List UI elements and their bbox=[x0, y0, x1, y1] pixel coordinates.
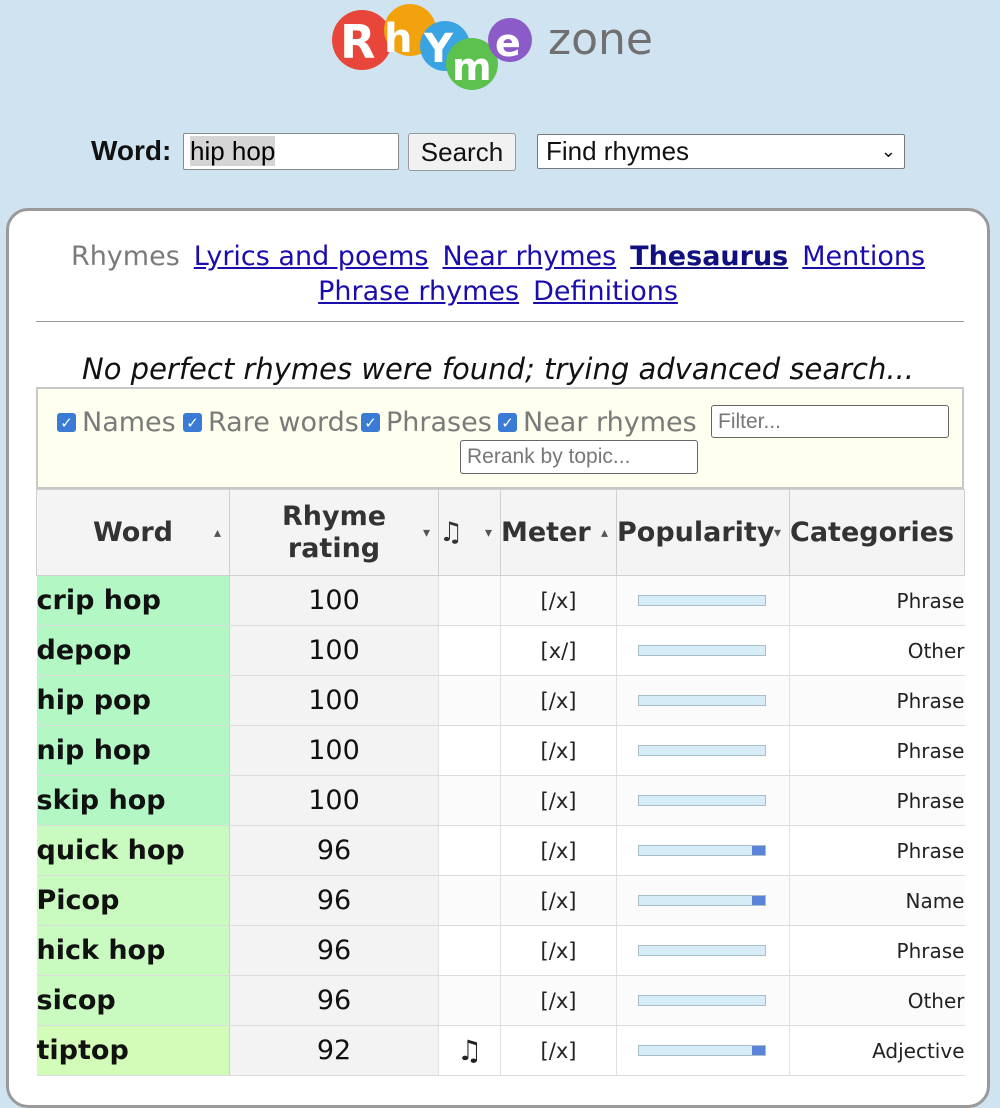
popularity-bar bbox=[638, 745, 766, 756]
music-note-icon bbox=[439, 876, 501, 926]
music-note-icon bbox=[439, 726, 501, 776]
rhyme-rating-cell: 92 bbox=[230, 1026, 439, 1076]
rhymezone-logo[interactable] bbox=[332, 0, 672, 92]
popularity-cell bbox=[617, 726, 790, 776]
category-cell: Phrase bbox=[790, 726, 965, 776]
word-cell[interactable]: Picop bbox=[37, 876, 230, 926]
filter-box bbox=[36, 387, 964, 489]
column-header-word[interactable] bbox=[37, 490, 230, 576]
popularity-bar bbox=[638, 895, 766, 906]
checkmark-icon: ✓ bbox=[183, 413, 202, 432]
chevron-down-icon: ⌄ bbox=[880, 141, 896, 161]
checkbox-rare-words-label: Rare words bbox=[208, 407, 359, 438]
rhyme-rating-cell: 100 bbox=[230, 776, 439, 826]
checkbox-names[interactable] bbox=[57, 407, 176, 438]
word-input-value: hip hop bbox=[190, 136, 276, 166]
divider bbox=[36, 321, 964, 322]
column-header-categories[interactable] bbox=[790, 490, 965, 576]
column-header-rating-label-2: rating bbox=[287, 532, 381, 564]
word-label: Word: bbox=[91, 135, 172, 166]
meter-cell: [/x] bbox=[501, 776, 617, 826]
checkbox-phrases-label: Phrases bbox=[386, 407, 492, 438]
search-notice: No perfect rhymes were found; trying advanced search... bbox=[82, 352, 914, 386]
table-row bbox=[37, 976, 965, 1026]
filter-input[interactable]: Filter... bbox=[711, 405, 949, 438]
sort-down-icon: ▾ bbox=[773, 524, 781, 541]
meter-cell: [/x] bbox=[501, 926, 617, 976]
svg-text:Y: Y bbox=[424, 26, 453, 72]
popularity-cell bbox=[617, 626, 790, 676]
table-row bbox=[37, 576, 965, 626]
meter-cell: [/x] bbox=[501, 876, 617, 926]
rhyme-rating-cell: 100 bbox=[230, 626, 439, 676]
search-mode-select[interactable] bbox=[537, 134, 905, 169]
rhyme-rating-cell: 96 bbox=[230, 976, 439, 1026]
category-cell: Other bbox=[790, 626, 965, 676]
music-note-icon bbox=[439, 926, 501, 976]
results-panel bbox=[6, 208, 990, 1108]
category-cell: Phrase bbox=[790, 676, 965, 726]
rhyme-rating-cell: 96 bbox=[230, 876, 439, 926]
table-row bbox=[37, 726, 965, 776]
search-mode-value: Find rhymes bbox=[546, 136, 690, 166]
music-note-icon bbox=[439, 826, 501, 876]
music-note-icon bbox=[439, 576, 501, 626]
word-cell[interactable]: hick hop bbox=[37, 926, 230, 976]
checkmark-icon: ✓ bbox=[57, 413, 76, 432]
tab-phrase-rhymes[interactable]: Phrase rhymes bbox=[318, 276, 520, 307]
music-note-icon bbox=[439, 976, 501, 1026]
category-cell: Phrase bbox=[790, 776, 965, 826]
checkmark-icon: ✓ bbox=[498, 413, 517, 432]
word-cell[interactable]: depop bbox=[37, 626, 230, 676]
popularity-cell bbox=[617, 576, 790, 626]
column-header-categories-label: Categories bbox=[790, 516, 955, 548]
tab-rhymes: Rhymes bbox=[70, 241, 180, 272]
checkbox-near-rhymes[interactable] bbox=[498, 407, 697, 438]
table-row bbox=[37, 626, 965, 676]
word-cell[interactable]: skip hop bbox=[37, 776, 230, 826]
table-row bbox=[37, 1026, 965, 1076]
svg-text:R: R bbox=[340, 15, 376, 69]
meter-cell: [/x] bbox=[501, 976, 617, 1026]
checkbox-rare-words[interactable] bbox=[183, 407, 359, 438]
music-note-icon bbox=[439, 776, 501, 826]
column-header-rhyme-rating[interactable] bbox=[230, 490, 439, 576]
meter-cell: [/x] bbox=[501, 576, 617, 626]
music-note-icon: ♫ bbox=[439, 516, 464, 548]
results-table bbox=[36, 489, 965, 1076]
column-header-popularity[interactable] bbox=[617, 490, 790, 576]
popularity-cell bbox=[617, 976, 790, 1026]
word-cell[interactable]: nip hop bbox=[37, 726, 230, 776]
word-cell[interactable]: tiptop bbox=[37, 1026, 230, 1076]
column-header-popularity-label: Popularity bbox=[617, 516, 775, 548]
tab-near-rhymes[interactable]: Near rhymes bbox=[442, 241, 617, 272]
logo-zone-text: zone bbox=[548, 14, 653, 65]
popularity-cell bbox=[617, 776, 790, 826]
popularity-bar-fill bbox=[752, 896, 765, 905]
table-row bbox=[37, 876, 965, 926]
popularity-bar-fill bbox=[752, 1046, 765, 1055]
sort-up-icon: ▴ bbox=[600, 524, 608, 541]
word-cell[interactable]: quick hop bbox=[37, 826, 230, 876]
music-note-icon bbox=[439, 626, 501, 676]
column-header-meter[interactable] bbox=[501, 490, 617, 576]
popularity-cell bbox=[617, 876, 790, 926]
music-note-icon: ♫ bbox=[439, 1026, 501, 1076]
sort-up-icon: ▴ bbox=[213, 524, 221, 541]
sort-down-icon: ▾ bbox=[422, 524, 430, 541]
svg-text:m: m bbox=[452, 45, 492, 89]
table-row bbox=[37, 676, 965, 726]
checkbox-phrases[interactable] bbox=[361, 407, 492, 438]
word-cell[interactable]: sicop bbox=[37, 976, 230, 1026]
column-header-meter-label: Meter bbox=[501, 516, 591, 548]
meter-cell: [/x] bbox=[501, 1026, 617, 1076]
popularity-bar bbox=[638, 595, 766, 606]
tab-definitions[interactable]: Definitions bbox=[533, 276, 678, 307]
category-cell: Phrase bbox=[790, 926, 965, 976]
tab-mentions[interactable]: Mentions bbox=[802, 241, 926, 272]
search-button[interactable]: Search bbox=[408, 133, 516, 171]
category-cell: Adjective bbox=[790, 1026, 965, 1076]
popularity-bar bbox=[638, 695, 766, 706]
tab-lyrics-and-poems[interactable]: Lyrics and poems bbox=[193, 241, 429, 272]
rerank-topic-input[interactable]: Rerank by topic... bbox=[460, 440, 698, 474]
rhyme-rating-cell: 96 bbox=[230, 826, 439, 876]
sort-down-icon: ▾ bbox=[484, 524, 492, 541]
popularity-bar bbox=[638, 795, 766, 806]
music-note-icon bbox=[439, 676, 501, 726]
word-input[interactable] bbox=[183, 133, 399, 170]
popularity-bar-fill bbox=[752, 846, 765, 855]
result-type-nav bbox=[9, 239, 987, 309]
word-cell[interactable]: crip hop bbox=[37, 576, 230, 626]
popularity-cell bbox=[617, 1026, 790, 1076]
popularity-cell bbox=[617, 826, 790, 876]
table-row bbox=[37, 826, 965, 876]
rhyme-rating-cell: 100 bbox=[230, 676, 439, 726]
svg-text:h: h bbox=[384, 16, 413, 62]
column-header-music[interactable] bbox=[439, 490, 501, 576]
search-bar bbox=[0, 133, 1000, 173]
checkmark-icon: ✓ bbox=[361, 413, 380, 432]
table-row bbox=[37, 776, 965, 826]
word-cell[interactable]: hip pop bbox=[37, 676, 230, 726]
rhyme-rating-cell: 96 bbox=[230, 926, 439, 976]
meter-cell: [/x] bbox=[501, 676, 617, 726]
popularity-bar bbox=[638, 995, 766, 1006]
column-header-word-label: Word bbox=[92, 516, 173, 548]
tab-thesaurus[interactable]: Thesaurus bbox=[630, 241, 789, 272]
rhyme-rating-cell: 100 bbox=[230, 726, 439, 776]
column-header-rating-label-1: Rhyme bbox=[281, 500, 387, 532]
rhyme-rating-cell: 100 bbox=[230, 576, 439, 626]
category-cell: Name bbox=[790, 876, 965, 926]
popularity-cell bbox=[617, 926, 790, 976]
meter-cell: [/x] bbox=[501, 826, 617, 876]
popularity-bar bbox=[638, 1045, 766, 1056]
popularity-cell bbox=[617, 676, 790, 726]
meter-cell: [/x] bbox=[501, 726, 617, 776]
popularity-bar bbox=[638, 645, 766, 656]
category-cell: Other bbox=[790, 976, 965, 1026]
popularity-bar bbox=[638, 945, 766, 956]
category-cell: Phrase bbox=[790, 826, 965, 876]
popularity-bar bbox=[638, 845, 766, 856]
category-cell: Phrase bbox=[790, 576, 965, 626]
checkbox-names-label: Names bbox=[82, 407, 176, 438]
meter-cell: [x/] bbox=[501, 626, 617, 676]
svg-text:e: e bbox=[495, 21, 521, 65]
table-row bbox=[37, 926, 965, 976]
checkbox-near-rhymes-label: Near rhymes bbox=[523, 407, 697, 438]
